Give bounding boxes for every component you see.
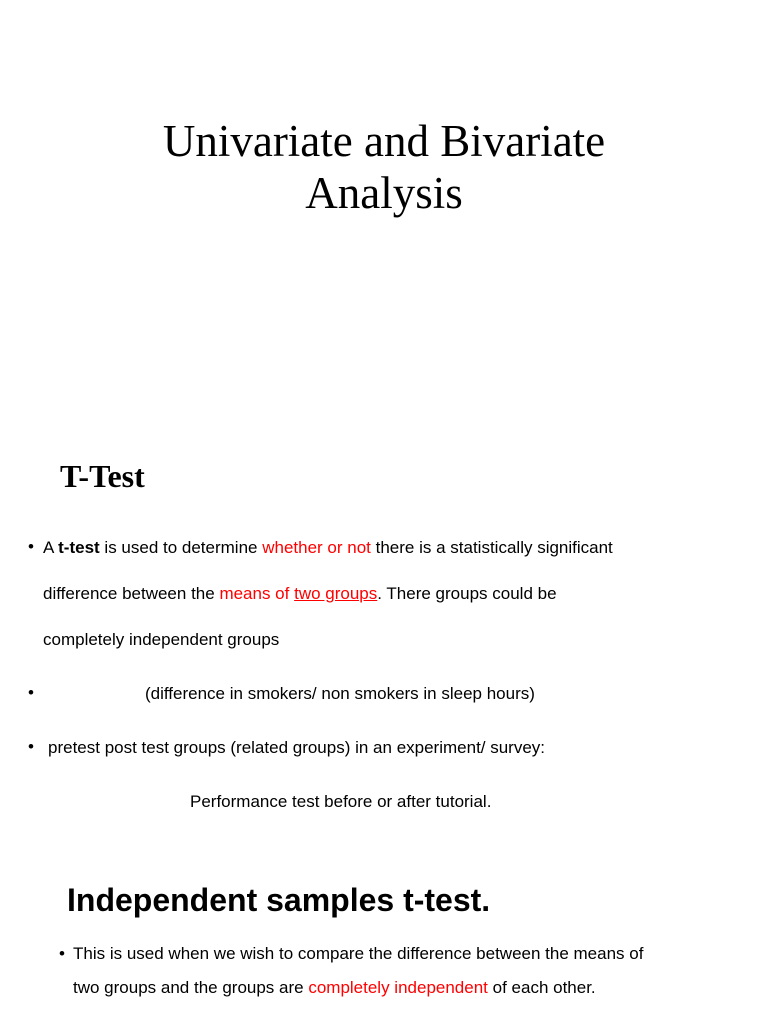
bullet-4: • <box>59 944 65 963</box>
completely-independent: completely independent <box>308 978 488 997</box>
two-groups: two groups <box>294 584 378 603</box>
bullet-1: • <box>28 537 34 556</box>
title-line-2: Analysis <box>305 168 463 218</box>
text-a: A <box>43 538 59 557</box>
means-of: means of <box>219 584 290 603</box>
text-a: difference between the <box>43 584 220 603</box>
bullet-2: • <box>28 683 34 702</box>
ttest-line-3: completely independent groups <box>43 630 280 649</box>
bullet-3: • <box>28 737 34 756</box>
ttest-line-4: (difference in smokers/ non smokers in sleep hours) <box>145 684 535 703</box>
independent-line-1: This is used when we wish to compare the difference between the means of <box>73 944 644 963</box>
text-a: two groups and the groups are <box>73 978 309 997</box>
text-b: . There groups could be <box>377 584 557 603</box>
independent-line-2 <box>73 978 596 998</box>
ttest-line-1 <box>43 538 613 558</box>
whether-or-not: whether or not <box>262 538 371 557</box>
ttest-line-6: Performance test before or after tutorial. <box>190 792 492 811</box>
ttest-line-5: pretest post test groups (related groups) in an experiment/ survey: <box>48 738 546 757</box>
text-b: is used to determine <box>99 538 263 557</box>
title-line-1: Univariate and Bivariate <box>162 116 606 166</box>
text-b: of each other. <box>487 978 596 997</box>
ttest-term: t-test <box>58 538 100 557</box>
text-c: there is a statistically significant <box>370 538 613 557</box>
ttest-heading: T-Test <box>60 458 145 494</box>
ttest-line-2 <box>43 584 557 604</box>
independent-heading: Independent samples t-test. <box>67 882 491 918</box>
